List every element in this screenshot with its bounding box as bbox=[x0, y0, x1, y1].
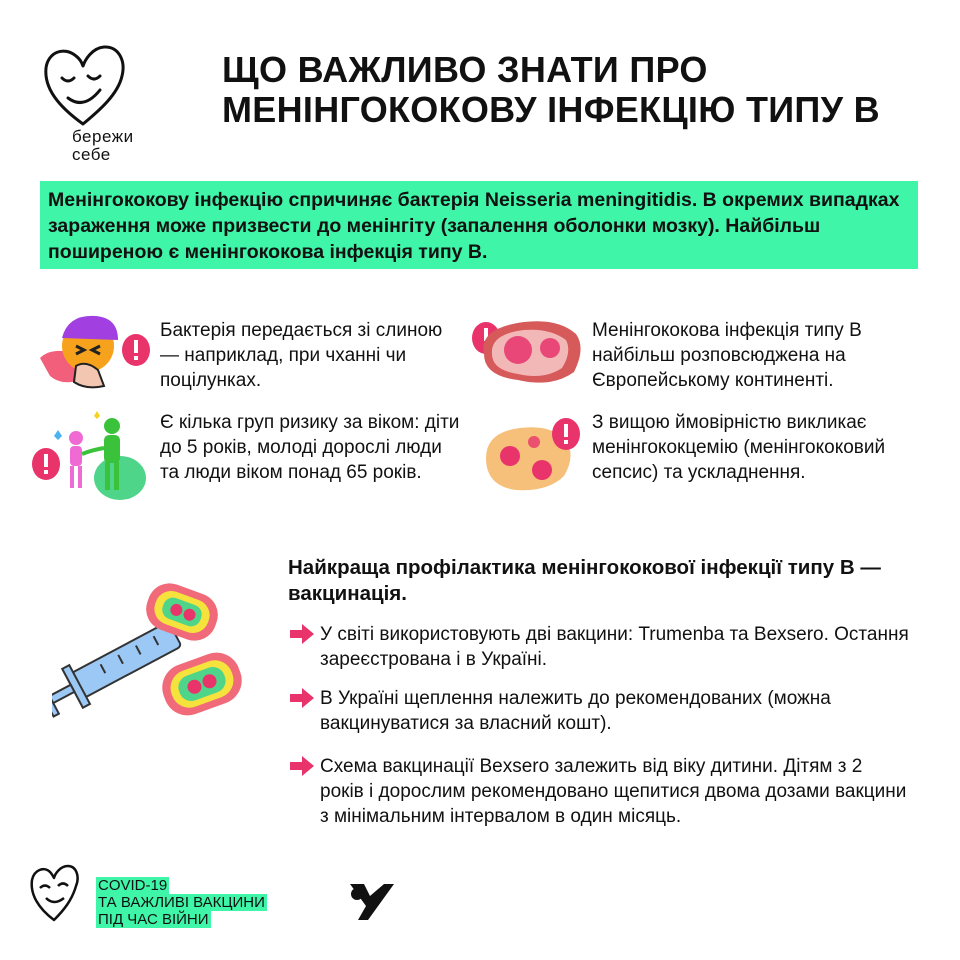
syringe-bacteria-icon bbox=[52, 572, 277, 747]
arrow-right-icon bbox=[290, 624, 320, 672]
prevention-title: Найкраща профілактика менінгококової інфекції типу В — вакцинація. bbox=[288, 556, 881, 605]
sneezing-person-icon bbox=[36, 312, 156, 392]
badge-line3: ПІД ЧАС ВІЙНИ bbox=[98, 911, 209, 928]
arrow-right-icon bbox=[290, 688, 320, 736]
fact-prevalence: Менінгококова інфекція типу В найбільш розповсюджена на Європейському континенті. bbox=[592, 320, 862, 391]
heart-face-icon bbox=[28, 862, 78, 924]
bullet-text: Схема вакцинації Bexsero залежить від віку дитини. Дітям з 2 років і дорослим рекомендовано щепитися двома дозами вакцини з мінімальним інтервалом в один місяць. bbox=[320, 756, 907, 827]
bullet-item bbox=[290, 686, 910, 736]
page-title-line1: ЩО ВАЖЛИВО ЗНАТИ ПРО bbox=[222, 49, 708, 90]
bullet-text: У світі використовують дві вакцини: Trumenba та Bexsero. Остання зареєстрована і в Україні. bbox=[320, 624, 909, 670]
fact-transmission: Бактерія передається зі слиною — наприклад, при чханні чи поцілунках. bbox=[160, 320, 443, 391]
logo-text-line1: бережи bbox=[72, 127, 134, 146]
heart-logo-icon bbox=[38, 40, 128, 130]
badge-line1: COVID-19 bbox=[98, 877, 168, 894]
arrow-right-icon bbox=[290, 756, 320, 829]
intro-highlight: Менінгококову інфекцію спричиняє бактерія Neisseria meningitidis. В окремих випадках зараження може призвести до менінгіту (запалення оболонки мозку). Найбільш поширеною є менінгококова інфекція типу В. bbox=[40, 181, 918, 269]
bacteria-cell-icon bbox=[476, 412, 586, 502]
bullet-text: В Україні щеплення належить до рекомендованих (можна вакцинуватися за власний кошт). bbox=[320, 688, 831, 734]
page-title-line2: МЕНІНГОКОКОВУ ІНФЕКЦІЮ ТИПУ В bbox=[222, 89, 880, 130]
bullet-item bbox=[290, 622, 910, 672]
bullet-item bbox=[290, 754, 910, 829]
page-title bbox=[222, 50, 942, 130]
badge-line2: ТА ВАЖЛИВІ ВАКЦИНИ bbox=[98, 894, 265, 911]
brand-logo-icon bbox=[348, 880, 396, 922]
campaign-badge bbox=[96, 877, 267, 928]
logo-text-line2: себе bbox=[72, 145, 111, 164]
fact-complications: З вищою ймовірністю викликає менінгококцемію (менінгококовий сепсис) та ускладнення. bbox=[592, 412, 886, 483]
fact-risk-groups: Є кілька груп ризику за віком: діти до 5 років, молоді дорослі люди та люди віком понад 65 років. bbox=[160, 412, 460, 483]
people-group-icon bbox=[30, 410, 150, 505]
bacteria-icon bbox=[470, 312, 590, 392]
logo-text bbox=[72, 128, 134, 164]
